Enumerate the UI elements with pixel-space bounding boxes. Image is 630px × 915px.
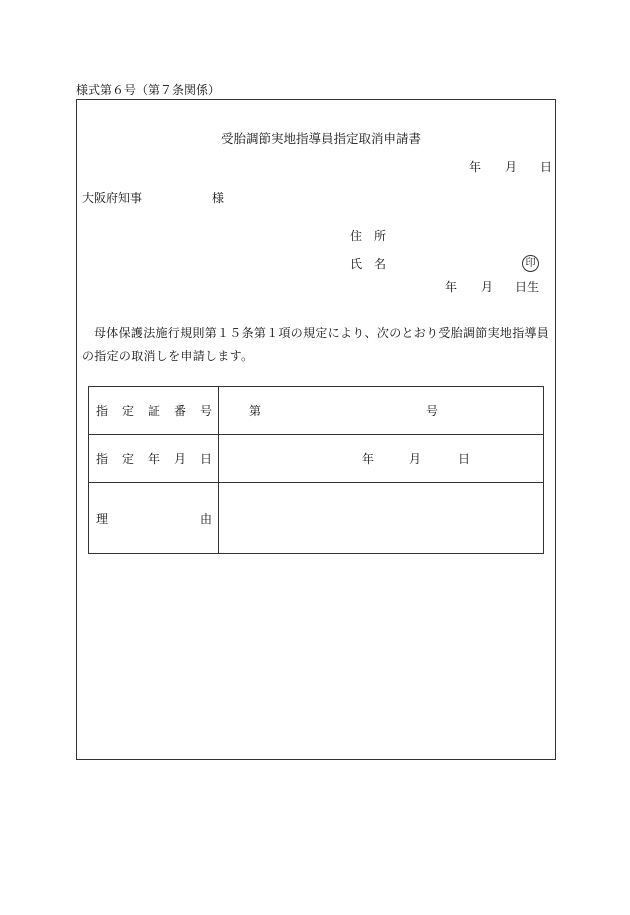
certificate-number-label (89, 387, 219, 435)
table-row-designation-date (89, 435, 544, 483)
label-char: 証 (147, 404, 160, 418)
label-char: 由 (199, 511, 212, 526)
name-label: 氏 名 (350, 257, 387, 271)
birth-day: 日生 (515, 280, 540, 294)
certificate-number-prefix: 第 (249, 403, 262, 418)
seal-mark: 印 (522, 255, 539, 272)
request-statement: 母体保護法施行規則第１５条第１項の規定により、次のとおり受胎調節実地指導員の指定の取消しを申請します。 (82, 326, 550, 363)
designation-year: 年 (362, 451, 375, 466)
table-row-certificate-number (89, 387, 544, 435)
birth-year: 年 (445, 280, 458, 294)
certificate-number-field[interactable] (219, 387, 544, 435)
designation-date-label (89, 435, 219, 483)
label-char: 年 (147, 452, 160, 466)
details-table (88, 386, 544, 554)
document-title: 受胎調節実地指導員指定取消申請書 (221, 131, 422, 146)
label-char: 定 (121, 452, 134, 466)
label-char: 月 (173, 452, 186, 466)
certificate-number-suffix: 号 (426, 403, 439, 418)
date-month: 月 (505, 160, 518, 174)
address-label: 住 所 (350, 229, 387, 243)
label-char: 番 (173, 404, 186, 418)
date-day: 日 (540, 160, 553, 174)
label-char: 指 (96, 404, 109, 418)
date-year: 年 (469, 160, 482, 174)
label-char: 号 (199, 404, 212, 418)
label-char: 理 (96, 511, 109, 526)
designation-day: 日 (458, 451, 471, 466)
addressee-name: 大阪府知事 (82, 191, 143, 205)
designation-month: 月 (409, 451, 422, 466)
reason-label (89, 483, 219, 554)
form-number: 様式第６号（第７条関係） (76, 83, 221, 97)
label-char: 定 (121, 404, 134, 418)
designation-date-field[interactable] (219, 435, 544, 483)
label-char: 指 (96, 452, 109, 466)
reason-field[interactable] (219, 483, 544, 554)
birth-month: 月 (481, 280, 494, 294)
addressee-honorific: 様 (212, 191, 225, 205)
table-row-reason (89, 483, 544, 554)
label-char: 日 (199, 452, 212, 466)
